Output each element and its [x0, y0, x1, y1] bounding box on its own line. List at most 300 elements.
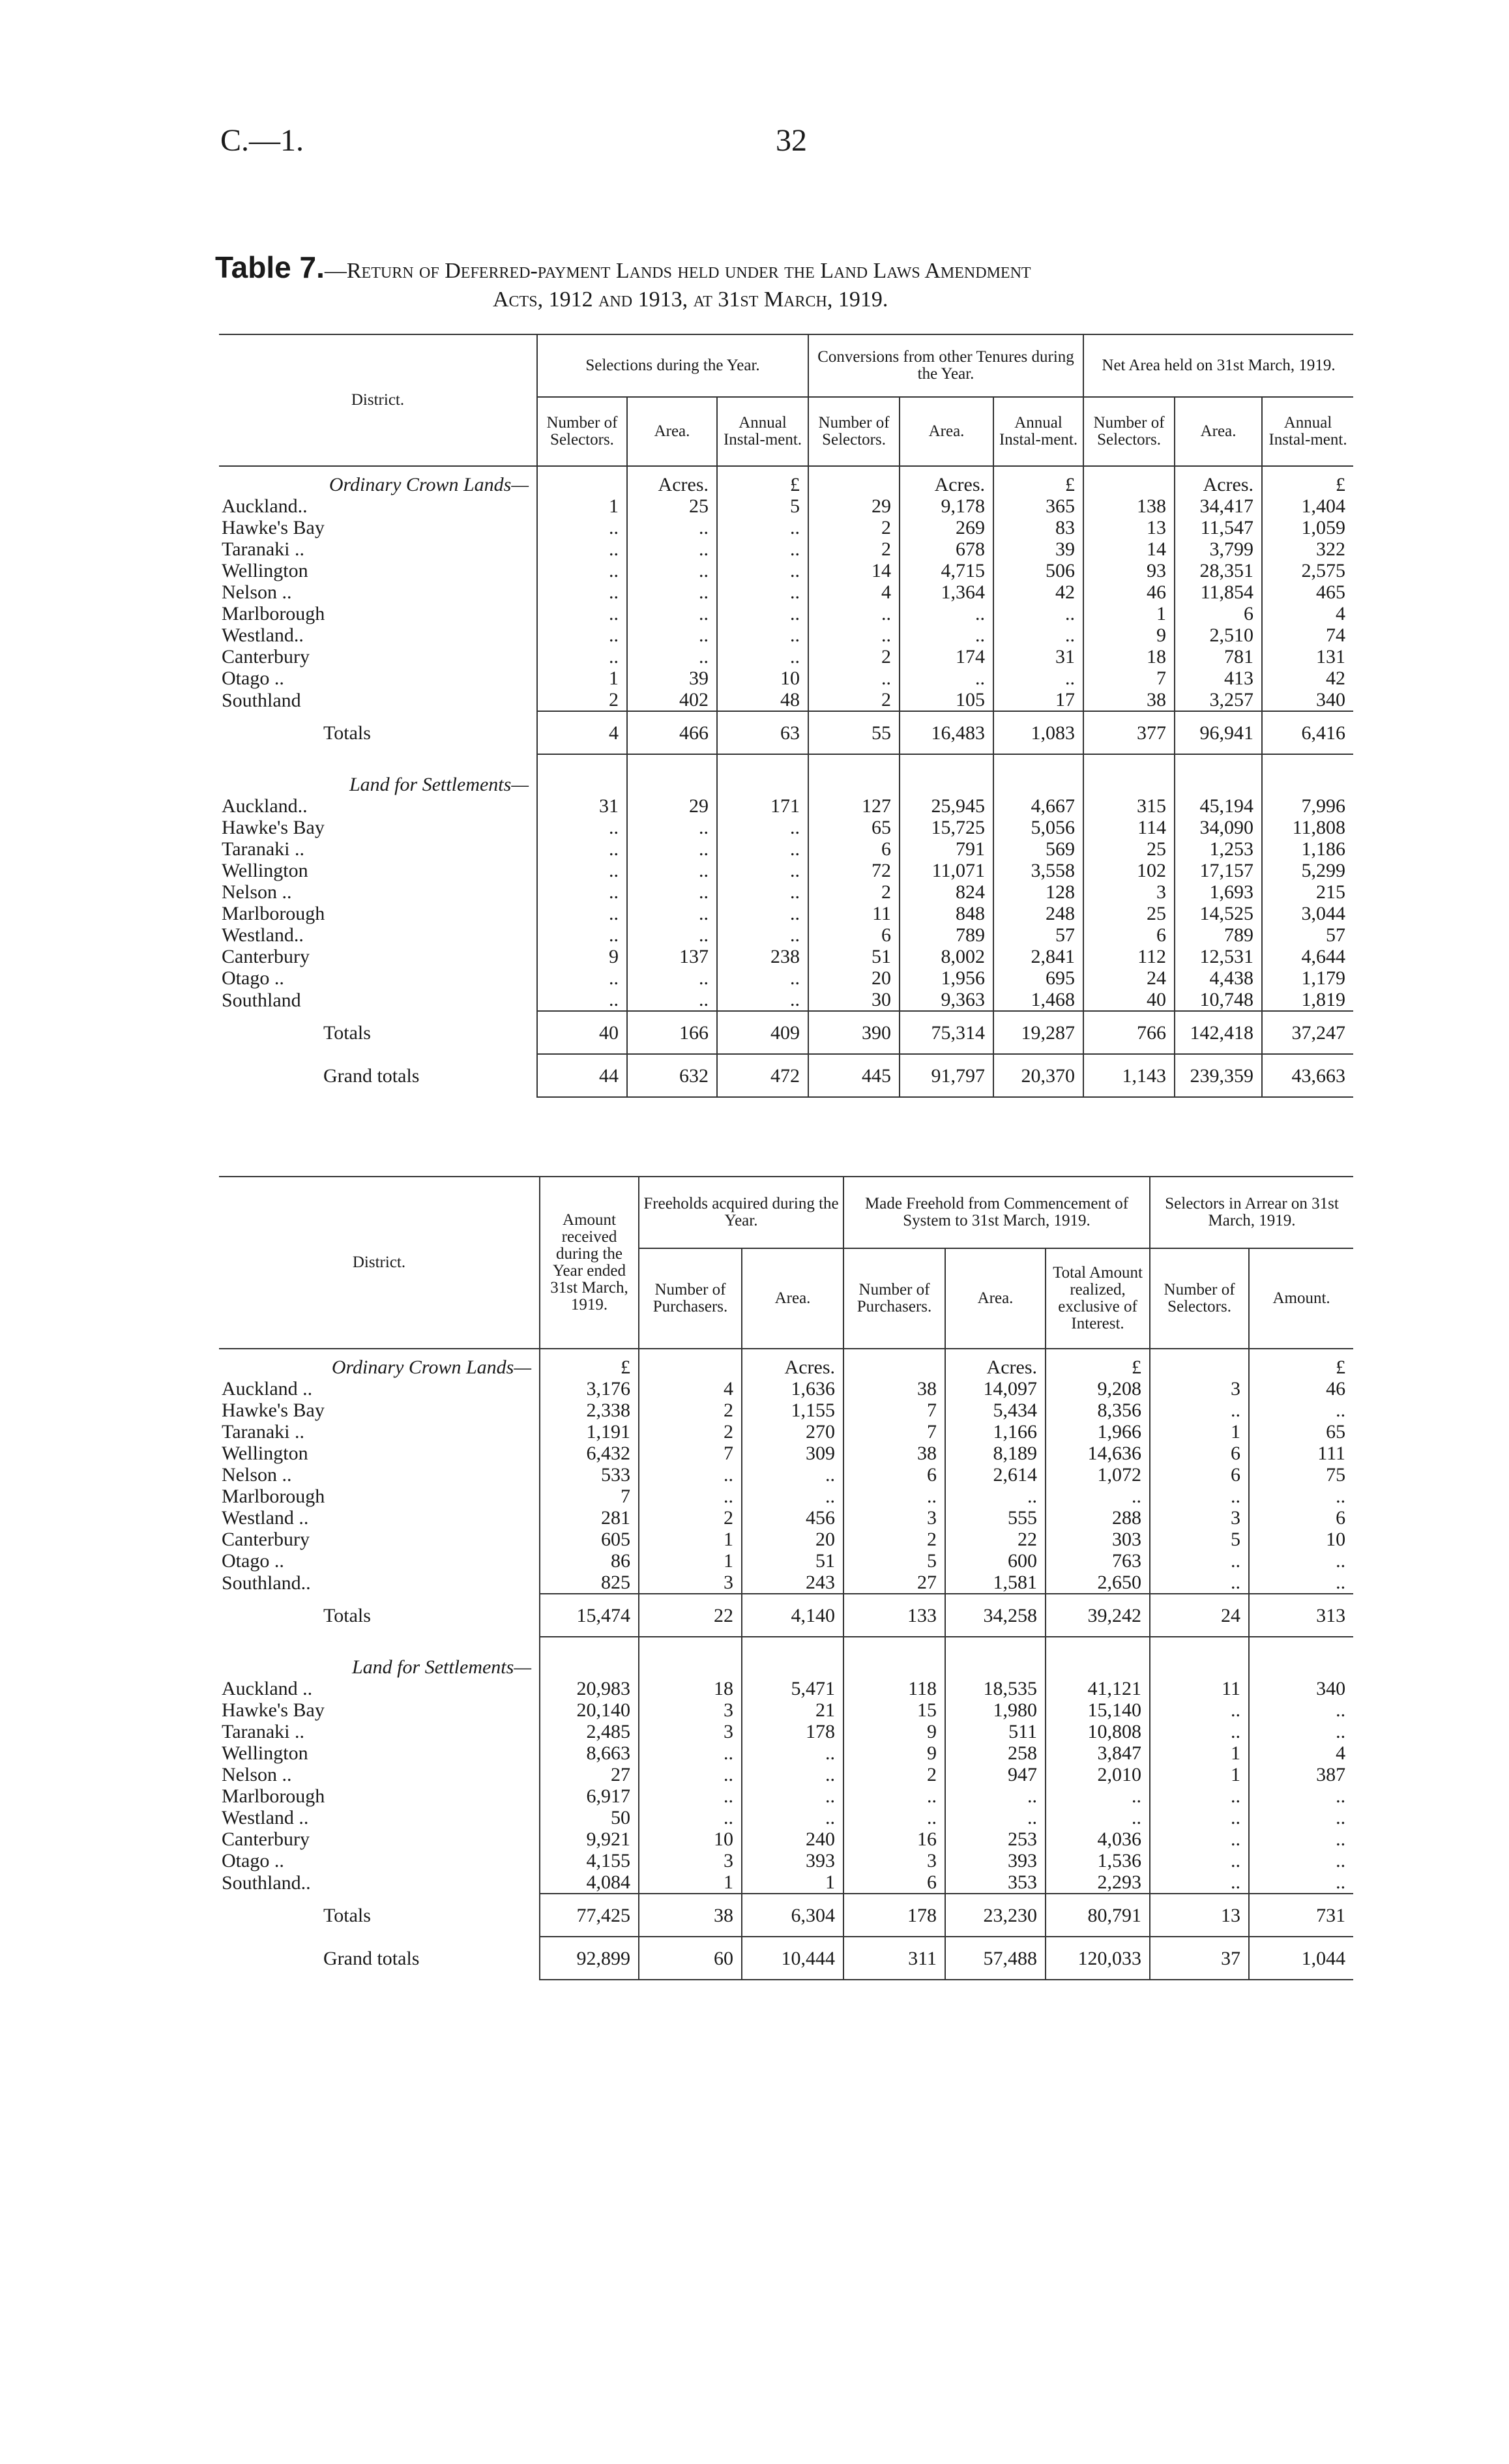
col-annual-instalment: Annual Instal-ment. [717, 397, 808, 466]
district-name: Wellington [222, 560, 308, 581]
value-cell: 3 [639, 1850, 742, 1871]
value-cell: .. [1150, 1721, 1249, 1742]
value-cell: .. [717, 924, 808, 946]
value-cell: .. [639, 1486, 742, 1507]
total-cell: 632 [627, 1054, 717, 1097]
value-cell: 10 [1249, 1529, 1353, 1550]
district-name: Marlborough [222, 1785, 325, 1807]
district-name: Hawke's Bay [222, 517, 325, 538]
value-cell: 114 [1083, 817, 1175, 838]
value-cell: .. [537, 860, 627, 881]
col-area: Area. [742, 1248, 843, 1349]
value-cell: 2,575 [1262, 560, 1353, 581]
value-cell: .. [537, 624, 627, 646]
value-cell: .. [742, 1742, 843, 1764]
value-cell: 42 [993, 581, 1083, 603]
col-area: Area. [627, 397, 717, 466]
total-cell: 466 [627, 711, 717, 754]
district-name: Hawke's Bay [222, 1400, 325, 1421]
value-cell: 605 [540, 1529, 639, 1550]
value-cell: 1,536 [1046, 1850, 1150, 1871]
col-number-selectors: Number of Selectors. [537, 397, 627, 466]
district-name: Taranaki .. [222, 538, 305, 560]
value-cell: 10,808 [1046, 1721, 1150, 1742]
value-cell: .. [808, 603, 900, 624]
district-name: Auckland .. [222, 1678, 313, 1699]
totals-row [219, 1894, 1353, 1937]
spacer-cell [627, 767, 717, 795]
col-number-selectors: Number of Selectors. [808, 397, 900, 466]
value-cell: 7 [639, 1443, 742, 1464]
value-cell: 456 [742, 1507, 843, 1529]
district-row [219, 517, 1353, 538]
value-cell: 3 [639, 1699, 742, 1721]
total-cell: 77,425 [540, 1894, 639, 1937]
unit-cell: £ [1046, 1349, 1150, 1378]
col-amount: Amount. [1249, 1248, 1353, 1349]
unit-cell: Acres. [627, 466, 717, 495]
value-cell: .. [843, 1785, 945, 1807]
spacer-cell [537, 754, 627, 767]
value-cell: 322 [1262, 538, 1353, 560]
spacer-cell [945, 1637, 1046, 1649]
district-name: Canterbury [222, 946, 310, 967]
spacer-cell [742, 1637, 843, 1649]
unit-cell [843, 1349, 945, 1378]
value-cell: 40 [1083, 989, 1175, 1011]
value-cell: 2 [843, 1529, 945, 1550]
value-cell: .. [627, 603, 717, 624]
unit-cell [1150, 1349, 1249, 1378]
district-name: Hawke's Bay [222, 1699, 325, 1721]
value-cell: 2,010 [1046, 1764, 1150, 1785]
spacer-cell [540, 1649, 639, 1678]
value-cell: 288 [1046, 1507, 1150, 1529]
col-area: Area. [1175, 397, 1262, 466]
value-cell: .. [537, 538, 627, 560]
value-cell: 57 [993, 924, 1083, 946]
value-cell: 248 [993, 903, 1083, 924]
value-cell: 353 [945, 1871, 1046, 1894]
value-cell: 11,071 [900, 860, 993, 881]
value-cell: 2 [537, 689, 627, 711]
value-cell: 27 [843, 1572, 945, 1594]
value-cell: .. [717, 517, 808, 538]
value-cell: 402 [627, 689, 717, 711]
value-cell: 42 [1262, 667, 1353, 689]
spacer-cell [1262, 754, 1353, 767]
value-cell: .. [717, 860, 808, 881]
total-cell: 445 [808, 1054, 900, 1097]
value-cell: .. [627, 989, 717, 1011]
district-name: Canterbury [222, 1828, 310, 1850]
arrears-header: Selectors in Arrear on 31st March, 1919. [1150, 1177, 1353, 1248]
value-cell: 20 [808, 967, 900, 989]
district-name: Westland .. [222, 1807, 309, 1828]
value-cell: .. [808, 667, 900, 689]
value-cell: 4,155 [540, 1850, 639, 1871]
district-row [219, 1507, 1353, 1529]
table-title [215, 250, 1369, 314]
district-name: Southland.. [222, 1572, 311, 1594]
value-cell: .. [627, 517, 717, 538]
spacer-cell [540, 1637, 639, 1649]
value-cell: .. [537, 517, 627, 538]
total-cell: 24 [1150, 1594, 1249, 1637]
total-cell: 19,287 [993, 1011, 1083, 1054]
value-cell: .. [742, 1486, 843, 1507]
value-cell: 1,253 [1175, 838, 1262, 860]
value-cell: .. [1150, 1828, 1249, 1850]
value-cell: .. [639, 1807, 742, 1828]
value-cell: 8,663 [540, 1742, 639, 1764]
value-cell: 4,667 [993, 795, 1083, 817]
value-cell: 11 [1150, 1678, 1249, 1699]
value-cell: .. [639, 1464, 742, 1486]
spacer-cell [843, 1637, 945, 1649]
value-cell: .. [900, 624, 993, 646]
spacer-cell [717, 754, 808, 767]
value-cell: 25,945 [900, 795, 993, 817]
value-cell: 2 [639, 1507, 742, 1529]
value-cell: 1 [639, 1871, 742, 1894]
spacer-cell [808, 754, 900, 767]
value-cell: 46 [1249, 1378, 1353, 1400]
section-label-land-for-settlements: Land for Settlements— [352, 1656, 531, 1678]
section-label-row [219, 1649, 1353, 1678]
district-row [219, 1572, 1353, 1594]
value-cell: 270 [742, 1421, 843, 1443]
district-name: Hawke's Bay [222, 817, 325, 838]
value-cell: 5,056 [993, 817, 1083, 838]
district-name: Westland.. [222, 624, 304, 646]
value-cell: 25 [1083, 903, 1175, 924]
value-cell: 38 [1083, 689, 1175, 711]
district-name: Wellington [222, 1742, 308, 1764]
value-cell: .. [1249, 1400, 1353, 1421]
value-cell: 569 [993, 838, 1083, 860]
value-cell: 31 [993, 646, 1083, 667]
value-cell: 39 [627, 667, 717, 689]
spacer-cell [639, 1637, 742, 1649]
value-cell: 9 [1083, 624, 1175, 646]
value-cell: 14 [1083, 538, 1175, 560]
value-cell: .. [639, 1764, 742, 1785]
district-row [219, 1742, 1353, 1764]
value-cell: 393 [945, 1850, 1046, 1871]
value-cell: 72 [808, 860, 900, 881]
value-cell: 9 [537, 946, 627, 967]
total-cell: 38 [639, 1894, 742, 1937]
value-cell: .. [1150, 1871, 1249, 1894]
value-cell: 791 [900, 838, 993, 860]
total-cell: 34,258 [945, 1594, 1046, 1637]
value-cell: .. [1150, 1550, 1249, 1572]
value-cell: 1,980 [945, 1699, 1046, 1721]
value-cell: 5,434 [945, 1400, 1046, 1421]
value-cell: 2,293 [1046, 1871, 1150, 1894]
value-cell: .. [808, 624, 900, 646]
spacer-cell [219, 754, 537, 767]
value-cell: 27 [540, 1764, 639, 1785]
value-cell: 6 [1150, 1443, 1249, 1464]
value-cell: 4,715 [900, 560, 993, 581]
district-row [219, 881, 1353, 903]
value-cell: 413 [1175, 667, 1262, 689]
value-cell: 1,072 [1046, 1464, 1150, 1486]
value-cell: 309 [742, 1443, 843, 1464]
district-row [219, 1807, 1353, 1828]
value-cell: .. [717, 624, 808, 646]
value-cell: 118 [843, 1678, 945, 1699]
spacer-cell [717, 767, 808, 795]
value-cell: 102 [1083, 860, 1175, 881]
value-cell: 215 [1262, 881, 1353, 903]
value-cell: .. [945, 1785, 1046, 1807]
spacer-cell [1083, 767, 1175, 795]
total-cell: 91,797 [900, 1054, 993, 1097]
district-row [219, 581, 1353, 603]
district-row [219, 838, 1353, 860]
district-row [219, 603, 1353, 624]
value-cell: .. [945, 1486, 1046, 1507]
value-cell: 1,155 [742, 1400, 843, 1421]
value-cell: 1,191 [540, 1421, 639, 1443]
value-cell: 137 [627, 946, 717, 967]
total-cell: 409 [717, 1011, 808, 1054]
value-cell: 74 [1262, 624, 1353, 646]
unit-cell [1083, 466, 1175, 495]
value-cell: 825 [540, 1572, 639, 1594]
value-cell: 10 [639, 1828, 742, 1850]
district-row [219, 646, 1353, 667]
value-cell: 10,748 [1175, 989, 1262, 1011]
value-cell: 7 [1083, 667, 1175, 689]
value-cell: 10 [717, 667, 808, 689]
total-cell: 37,247 [1262, 1011, 1353, 1054]
value-cell: 253 [945, 1828, 1046, 1850]
value-cell: .. [717, 838, 808, 860]
value-cell: 9,921 [540, 1828, 639, 1850]
value-cell: .. [742, 1464, 843, 1486]
value-cell: 3,257 [1175, 689, 1262, 711]
total-cell: 55 [808, 711, 900, 754]
district-row [219, 689, 1353, 711]
col-total-amount-realized: Total Amount realized, exclusive of Interest. [1046, 1248, 1150, 1349]
district-name: Taranaki .. [222, 838, 305, 860]
value-cell: .. [537, 581, 627, 603]
value-cell: 3 [843, 1507, 945, 1529]
unit-cell: Acres. [945, 1349, 1046, 1378]
value-cell: 1 [742, 1871, 843, 1894]
value-cell: 25 [627, 495, 717, 517]
value-cell: .. [717, 560, 808, 581]
value-cell: .. [717, 603, 808, 624]
value-cell: 511 [945, 1721, 1046, 1742]
value-cell: 240 [742, 1828, 843, 1850]
value-cell: 1,364 [900, 581, 993, 603]
col-area: Area. [945, 1248, 1046, 1349]
value-cell: 3,799 [1175, 538, 1262, 560]
spacer-cell [1249, 1649, 1353, 1678]
value-cell: .. [1046, 1807, 1150, 1828]
spacer-cell [900, 767, 993, 795]
value-cell: 2,650 [1046, 1572, 1150, 1594]
district-name: Nelson .. [222, 881, 292, 903]
value-cell: 15 [843, 1699, 945, 1721]
value-cell: 39 [993, 538, 1083, 560]
district-row [219, 624, 1353, 646]
value-cell: 17 [993, 689, 1083, 711]
value-cell: 17,157 [1175, 860, 1262, 881]
value-cell: 112 [1083, 946, 1175, 967]
unit-cell: £ [717, 466, 808, 495]
value-cell: .. [537, 903, 627, 924]
value-cell: 83 [993, 517, 1083, 538]
value-cell: 1,179 [1262, 967, 1353, 989]
value-cell: 29 [808, 495, 900, 517]
value-cell: 9,178 [900, 495, 993, 517]
value-cell: .. [1249, 1550, 1353, 1572]
value-cell: 18,535 [945, 1678, 1046, 1699]
unit-cell [537, 466, 627, 495]
value-cell: 65 [1249, 1421, 1353, 1443]
col-number-purchasers: Number of Purchasers. [639, 1248, 742, 1349]
value-cell: 6 [1249, 1507, 1353, 1529]
col-annual-instalment: Annual Instal-ment. [1262, 397, 1353, 466]
col-number-purchasers: Number of Purchasers. [843, 1248, 945, 1349]
value-cell: 2,510 [1175, 624, 1262, 646]
district-name: Auckland.. [222, 495, 308, 517]
value-cell: 315 [1083, 795, 1175, 817]
value-cell: 2,338 [540, 1400, 639, 1421]
value-cell: 8,356 [1046, 1400, 1150, 1421]
value-cell: 4 [808, 581, 900, 603]
total-cell: 166 [627, 1011, 717, 1054]
unit-cell: Acres. [742, 1349, 843, 1378]
value-cell: 6 [808, 838, 900, 860]
district-row [219, 1721, 1353, 1742]
value-cell: .. [993, 667, 1083, 689]
value-cell: 1,404 [1262, 495, 1353, 517]
total-cell: 1,044 [1249, 1937, 1353, 1980]
total-cell: 6,416 [1262, 711, 1353, 754]
title-line-2: Acts, 1912 and 1913, at 31st March, 1919. [493, 287, 888, 312]
district-row [219, 1400, 1353, 1421]
unit-cell: £ [993, 466, 1083, 495]
value-cell: 15,140 [1046, 1699, 1150, 1721]
value-cell: 48 [717, 689, 808, 711]
value-cell: 5,299 [1262, 860, 1353, 881]
page-number: 32 [776, 123, 807, 158]
value-cell: .. [900, 667, 993, 689]
value-cell: 30 [808, 989, 900, 1011]
value-cell: 824 [900, 881, 993, 903]
value-cell: 45,194 [1175, 795, 1262, 817]
section-label-ordinary-crown-lands: Ordinary Crown Lands— [329, 474, 529, 495]
title-line-1: —Return of Deferred-payment Lands held under the Land Laws Amendment [324, 259, 1031, 283]
value-cell: .. [537, 924, 627, 946]
district-name: Southland [222, 690, 301, 711]
spacer-cell [742, 1649, 843, 1678]
value-cell: 21 [742, 1699, 843, 1721]
unit-cell: £ [1249, 1349, 1353, 1378]
spacer-cell [1150, 1649, 1249, 1678]
value-cell: 789 [900, 924, 993, 946]
col-number-selectors: Number of Selectors. [1083, 397, 1175, 466]
total-cell: 239,359 [1175, 1054, 1262, 1097]
value-cell: .. [717, 538, 808, 560]
spacer-cell [1046, 1637, 1150, 1649]
value-cell: 533 [540, 1464, 639, 1486]
section-label-ordinary-crown-lands: Ordinary Crown Lands— [331, 1357, 531, 1378]
conversions-header: Conversions from other Tenures during the Year. [808, 334, 1083, 397]
totals-row [219, 1011, 1353, 1054]
total-cell: 10,444 [742, 1937, 843, 1980]
district-name: Wellington [222, 1443, 308, 1464]
value-cell: .. [537, 560, 627, 581]
district-name: Westland .. [222, 1507, 309, 1529]
value-cell: 13 [1083, 517, 1175, 538]
value-cell: .. [717, 989, 808, 1011]
value-cell: .. [627, 538, 717, 560]
value-cell: 340 [1262, 689, 1353, 711]
net-area-header: Net Area held on 31st March, 1919. [1083, 334, 1353, 397]
value-cell: 238 [717, 946, 808, 967]
value-cell: 4,036 [1046, 1828, 1150, 1850]
value-cell: 7 [843, 1421, 945, 1443]
value-cell: 7 [843, 1400, 945, 1421]
value-cell: 506 [993, 560, 1083, 581]
total-cell: 37 [1150, 1937, 1249, 1980]
total-cell: 92,899 [540, 1937, 639, 1980]
district-name: Otago .. [222, 1550, 284, 1572]
value-cell: 1,956 [900, 967, 993, 989]
unit-cell [639, 1349, 742, 1378]
value-cell: 2 [808, 689, 900, 711]
document-reference: C.—1. [220, 123, 304, 158]
value-cell: 29 [627, 795, 717, 817]
deferred-payment-table-part-2 [219, 1176, 1353, 1980]
value-cell: .. [1249, 1850, 1353, 1871]
total-cell: 178 [843, 1894, 945, 1937]
district-row [219, 903, 1353, 924]
district-row [219, 560, 1353, 581]
grand-totals-row [219, 1937, 1353, 1980]
value-cell: .. [537, 967, 627, 989]
value-cell: 174 [900, 646, 993, 667]
value-cell: 3 [843, 1850, 945, 1871]
value-cell: 2 [843, 1764, 945, 1785]
value-cell: 243 [742, 1572, 843, 1594]
total-cell: 142,418 [1175, 1011, 1262, 1054]
value-cell: 46 [1083, 581, 1175, 603]
district-row [219, 1871, 1353, 1894]
value-cell: 1,166 [945, 1421, 1046, 1443]
district-name: Taranaki .. [222, 1721, 305, 1742]
value-cell: .. [1249, 1828, 1353, 1850]
value-cell: 9,208 [1046, 1378, 1150, 1400]
district-name: Otago .. [222, 967, 284, 989]
total-cell: 390 [808, 1011, 900, 1054]
grand-totals-row [219, 1054, 1353, 1097]
total-cell: 20,370 [993, 1054, 1083, 1097]
value-cell: 1 [537, 667, 627, 689]
district-row [219, 1699, 1353, 1721]
value-cell: 178 [742, 1721, 843, 1742]
district-row [219, 967, 1353, 989]
value-cell: 387 [1249, 1764, 1353, 1785]
